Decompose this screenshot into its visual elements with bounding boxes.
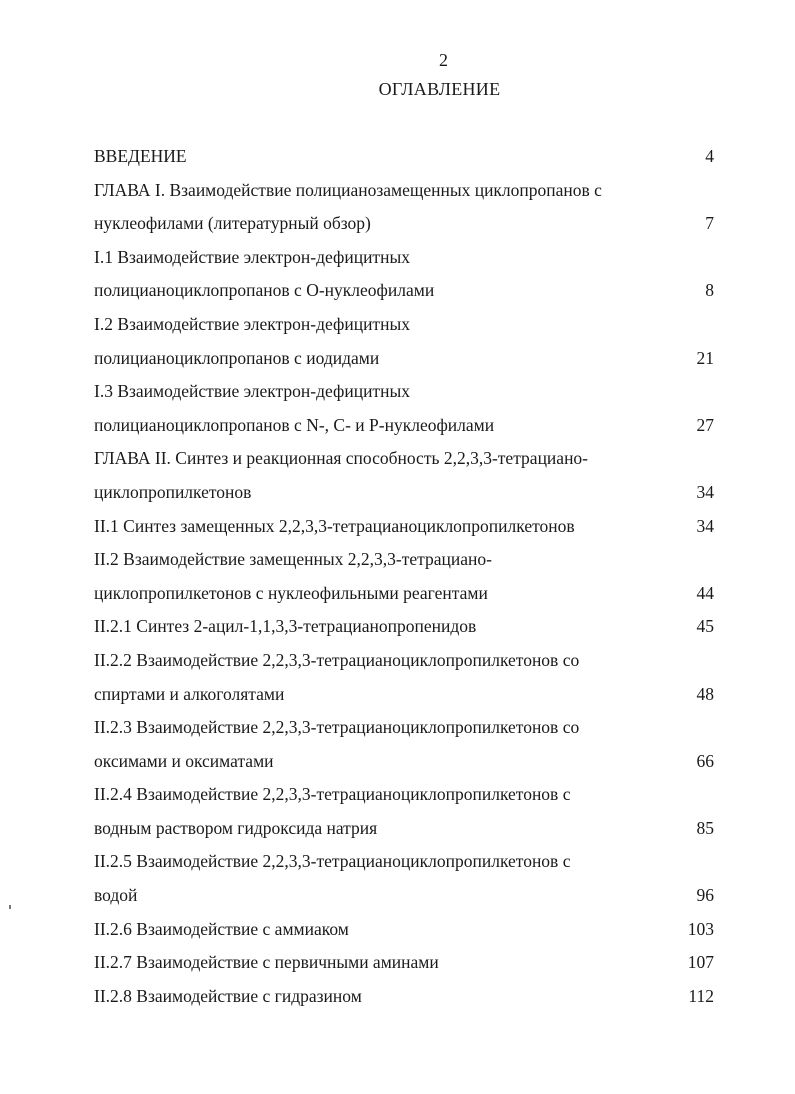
toc-entry-section-1-2[interactable]	[94, 308, 714, 342]
toc-entry-title: II.2.2 Взаимодействие 2,2,3,3-тетрацианоциклопропилкетонов со	[94, 649, 580, 670]
toc-entry-section-2-2-5-cont[interactable]	[94, 879, 714, 913]
toc-entry-title: II.2.5 Взаимодействие 2,2,3,3-тетрацианоциклопропилкетонов с	[94, 851, 571, 872]
toc-entry-section-2-2-7[interactable]	[94, 946, 714, 980]
toc-entry-title: ВВЕДЕНИЕ	[94, 146, 187, 166]
toc-entry-page: 8	[705, 280, 714, 301]
toc-entry-title: II.1 Синтез замещенных 2,2,3,3-тетрацианоциклопропилкетонов	[94, 515, 575, 536]
toc-entry-chapter-2[interactable]	[94, 442, 714, 476]
toc-entry-page: 4	[705, 146, 714, 166]
toc-entry-title: I.3 Взаимодействие электрон-дефицитных	[94, 381, 410, 402]
toc-entry-title: II.2.8 Взаимодействие с гидразином	[94, 985, 362, 1006]
toc-entry-title: II.2.3 Взаимодействие 2,2,3,3-тетрацианоциклопропилкетонов со	[94, 717, 580, 738]
toc-entry-title-cont: полицианоциклопропанов с N-, C- и P-нуклеофилами	[94, 414, 495, 435]
toc-entry-section-2-2-2[interactable]	[94, 644, 714, 678]
toc-entry-section-2-2-3[interactable]	[94, 711, 714, 745]
toc-entry-page: 107	[687, 952, 714, 973]
scan-speck	[9, 905, 11, 909]
toc-entry-chapter-1-cont[interactable]	[94, 207, 714, 241]
toc-entry-title-cont: оксимами и оксиматами	[94, 750, 274, 771]
page-title: ОГЛАВЛЕНИЕ	[378, 79, 501, 99]
toc-entry-section-2-2[interactable]	[94, 543, 714, 577]
toc-entry-title-cont: спиртами и алкоголятами	[94, 683, 285, 704]
toc-entry-section-2-1[interactable]	[94, 510, 714, 544]
toc-entry-section-2-2-1[interactable]	[94, 610, 714, 644]
toc-entry-page: 45	[696, 616, 714, 637]
toc-entry-section-1-3[interactable]	[94, 375, 714, 409]
toc-entry-page: 48	[696, 683, 714, 704]
toc-entry-title-cont: нуклеофилами (литературный обзор)	[94, 213, 371, 234]
toc-entry-page: 34	[696, 481, 714, 502]
toc-entry-title-cont: водным раствором гидроксида натрия	[94, 817, 378, 838]
toc-entry-page: 85	[696, 817, 714, 838]
toc-entry-title: II.2.7 Взаимодействие с первичными аминами	[94, 952, 439, 973]
toc-entry-chapter-1[interactable]	[94, 174, 714, 208]
toc-entry-section-2-2-4-cont[interactable]	[94, 812, 714, 846]
toc-entry-page: 27	[696, 414, 714, 435]
toc-entry-title: I.2 Взаимодействие электрон-дефицитных	[94, 313, 410, 334]
toc-entry-section-2-2-3-cont[interactable]	[94, 745, 714, 779]
toc-entry-title: II.2 Взаимодействие замещенных 2,2,3,3-тетрациано-	[94, 549, 492, 570]
toc-entry-chapter-2-cont[interactable]	[94, 476, 714, 510]
toc-entry-section-2-2-5[interactable]	[94, 845, 714, 879]
toc-entry-page: 96	[696, 885, 714, 906]
toc-entry-section-2-2-2-cont[interactable]	[94, 678, 714, 712]
toc-entry-title-cont: циклопропилкетонов	[94, 481, 252, 502]
toc-entry-section-1-1[interactable]	[94, 241, 714, 275]
table-of-contents	[94, 140, 714, 1013]
toc-entry-page: 21	[696, 347, 714, 368]
toc-entry-title-cont: полицианоциклопропанов с О-нуклеофилами	[94, 280, 435, 301]
toc-entry-page: 112	[688, 985, 714, 1006]
toc-entry-page: 44	[696, 582, 714, 603]
toc-entry-section-2-2-8[interactable]	[94, 980, 714, 1014]
toc-entry-title-cont: циклопропилкетонов с нуклеофильными реагентами	[94, 582, 488, 603]
toc-entry-title: ГЛАВА II. Синтез и реакционная способность 2,2,3,3-тетрациано-	[94, 448, 589, 469]
toc-entry-title: II.2.4 Взаимодействие 2,2,3,3-тетрацианоциклопропилкетонов с	[94, 784, 571, 805]
toc-entry-title: I.1 Взаимодействие электрон-дефицитных	[94, 246, 410, 267]
toc-entry-page: 103	[687, 918, 714, 939]
toc-entry-title-cont: водой	[94, 885, 138, 906]
page-number: 2	[439, 50, 448, 70]
toc-entry-title: ГЛАВА I. Взаимодействие полицианозамещенных циклопропанов с	[94, 179, 602, 200]
toc-entry-page: 7	[705, 213, 714, 234]
toc-entry-section-1-3-cont[interactable]	[94, 409, 714, 443]
toc-entry-section-1-2-cont[interactable]	[94, 342, 714, 376]
toc-entry-page: 66	[696, 750, 714, 771]
toc-entry-section-2-2-cont[interactable]	[94, 577, 714, 611]
toc-entry-title: II.2.6 Взаимодействие с аммиаком	[94, 918, 349, 939]
toc-entry-section-1-1-cont[interactable]	[94, 274, 714, 308]
toc-entry-introduction[interactable]	[94, 140, 714, 174]
toc-entry-section-2-2-4[interactable]	[94, 778, 714, 812]
toc-entry-section-2-2-6[interactable]	[94, 913, 714, 947]
toc-entry-title-cont: полицианоциклопропанов с иодидами	[94, 347, 380, 368]
toc-entry-title: II.2.1 Синтез 2-ацил-1,1,3,3-тетрацианопропенидов	[94, 616, 477, 637]
toc-entry-page: 34	[696, 515, 714, 536]
